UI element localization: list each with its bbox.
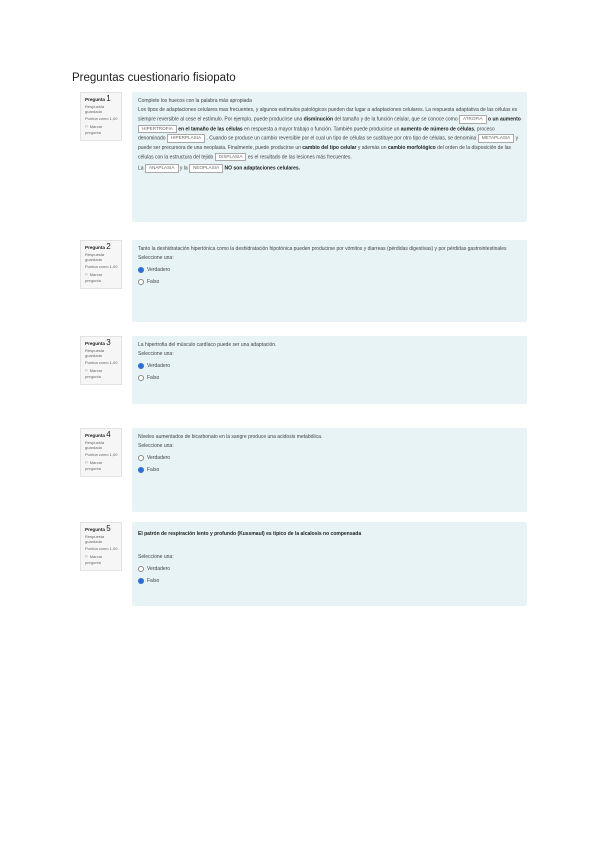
cloze-blank-anaplasia[interactable]: ANAPLASIA (145, 164, 179, 173)
question-cloze-final: La ANAPLASIA y la NEOPLASIA NO son adaptaciones celulares. (138, 165, 301, 172)
flag-question-link[interactable]: ⚐ Marcar pregunta (85, 460, 103, 471)
select-label: Seleccione una: (138, 443, 174, 449)
question-score: Puntúa como 1,00 (85, 359, 118, 365)
flag-question-link[interactable]: ⚐ Marcar pregunta (85, 272, 103, 283)
flag-icon: ⚐ (85, 272, 89, 277)
flag-icon: ⚐ (85, 368, 89, 373)
radio-icon[interactable] (138, 375, 144, 381)
question-info (80, 522, 122, 571)
question-number: Pregunta 1 (85, 94, 111, 103)
question-number: Pregunta 2 (85, 242, 111, 251)
option-false[interactable]: Falso (138, 577, 521, 586)
question-instruction: Complete los huecos con la palabra más apropiada (138, 98, 252, 104)
option-false[interactable]: Falso (138, 466, 521, 475)
question-info (80, 428, 122, 477)
option-true[interactable]: Verdadero (138, 266, 521, 275)
question-content (132, 240, 527, 322)
cloze-blank-metaplasia[interactable]: METAPLASIA (478, 134, 515, 143)
option-true[interactable]: Verdadero (138, 454, 521, 463)
question-number: Pregunta 3 (85, 338, 111, 347)
question-cloze-text: Los tipos de adaptaciones celulares mas frecuentes, y algunos estímulos patológicos pueden dar lugar a adaptaciones celulares. La respuesta adaptativa de las células es siempre reversible al cese el estímulo. Por ejemplo, puede producirse una disminución del tamaño y de la función celular, que se conoce como ATROFIA o un aumento HIPERTROFIA en el tamaño de las células en respuesta a mayor trabajo o función. También puede producirse un aumento de número de células, proceso denominado HIPERPLASIA . Cuando se produce un cambio reversible por el cual un tipo de células se sustituye por otro tipo de células, se denomina METAPLASIA y puede ser precursora de una neoplasia. Finalmente, puede producirse un cambio del tipo celular y además un cambio morfológico del orden de la disposición de las células con la estructura del tejido DISPLASIA es el resultado de las lesiones más frecuentes. (138, 107, 521, 161)
select-label: Seleccione una: (138, 351, 174, 357)
question-content (132, 428, 527, 512)
question-score: Puntúa como 1,00 (85, 115, 118, 121)
question-status: Respuesta guardada (85, 103, 105, 114)
radio-selected-icon[interactable] (138, 267, 144, 273)
flag-question-link[interactable]: ⚐ Marcar pregunta (85, 368, 103, 379)
page-title: Preguntas cuestionario fisiopato (72, 72, 236, 84)
cloze-blank-displasia[interactable]: DISPLASIA (215, 153, 247, 162)
question-status: Respuesta guardada (85, 251, 105, 262)
flag-icon: ⚐ (85, 554, 89, 559)
cloze-blank-hiperplasia[interactable]: HIPERPLASIA (167, 134, 205, 143)
select-label: Seleccione una: (138, 554, 174, 560)
question-text: Niveles aumentados de bicarbonato en la sangre produce una acidosis metabólica. (138, 434, 323, 440)
question-text: La hipertrofia del músculo cardíaco puede ser una adaptación. (138, 342, 277, 348)
question-text: Tanto la deshidratación hipertónica como la deshidratación hipotónica pueden producirse por vómitos y diarreas (pérdidas digestivas) y por pérdidas gastrointestinales (138, 246, 507, 252)
flag-icon: ⚐ (85, 460, 89, 465)
radio-icon[interactable] (138, 455, 144, 461)
question-number: Pregunta 5 (85, 524, 111, 533)
cloze-blank-neoplasia[interactable]: NEOPLASIA (189, 164, 223, 173)
flag-question-link[interactable]: ⚐ Marcar pregunta (85, 554, 103, 565)
radio-selected-icon[interactable] (138, 363, 144, 369)
radio-icon[interactable] (138, 279, 144, 285)
question-content (132, 92, 527, 222)
cloze-blank-atrofia[interactable]: ATROFIA (459, 115, 487, 124)
flag-question-link[interactable]: ⚐ Marcar pregunta (85, 124, 103, 135)
question-score: Puntúa como 1,00 (85, 545, 118, 551)
radio-selected-icon[interactable] (138, 467, 144, 473)
radio-icon[interactable] (138, 566, 144, 572)
flag-icon: ⚐ (85, 124, 89, 129)
option-true[interactable]: Verdadero (138, 362, 521, 371)
question-info (80, 92, 122, 141)
question-number: Pregunta 4 (85, 430, 111, 439)
question-info (80, 336, 122, 385)
question-score: Puntúa como 1,00 (85, 263, 118, 269)
option-false[interactable]: Falso (138, 278, 521, 287)
question-score: Puntúa como 1,00 (85, 451, 118, 457)
question-content (132, 522, 527, 606)
question-content (132, 336, 527, 404)
radio-selected-icon[interactable] (138, 578, 144, 584)
select-label: Seleccione una: (138, 255, 174, 261)
question-status: Respuesta guardada (85, 347, 105, 358)
cloze-blank-hipertrofia[interactable]: HIPERTROFIA (138, 125, 177, 134)
question-status: Respuesta guardada (85, 533, 105, 544)
question-text: El patrón de respiración lento y profundo (Kussmaul) es típico de la alcalosis no compensada (138, 531, 362, 537)
option-false[interactable]: Falso (138, 374, 521, 383)
option-true[interactable]: Verdadero (138, 565, 521, 574)
question-status: Respuesta guardada (85, 439, 105, 450)
question-info (80, 240, 122, 289)
